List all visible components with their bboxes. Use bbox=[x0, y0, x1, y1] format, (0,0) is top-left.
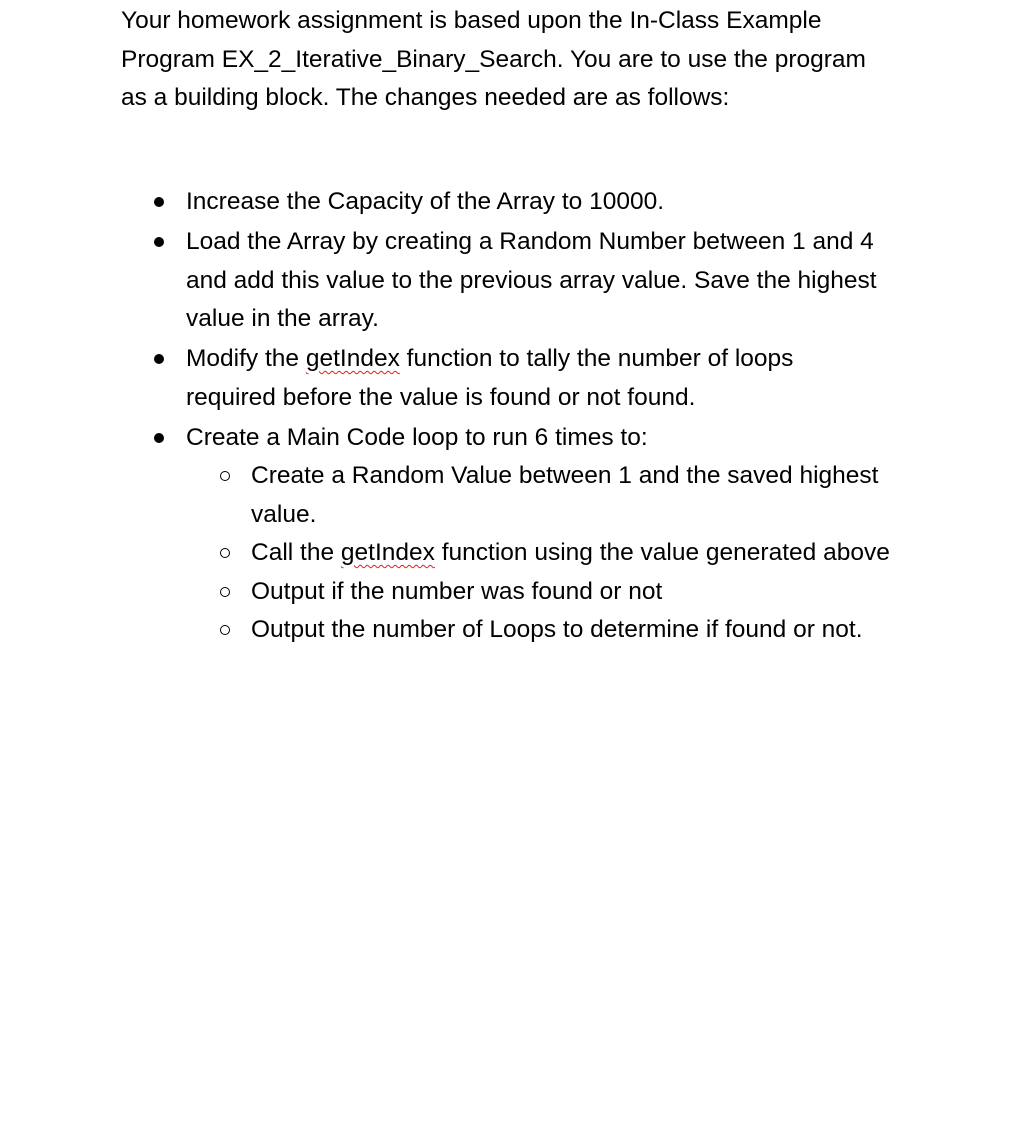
sub-list-item bbox=[186, 457, 1018, 534]
text-line: value. bbox=[251, 500, 317, 528]
text-line: required before the value is found or not found. bbox=[186, 383, 696, 411]
bullet-icon bbox=[154, 237, 164, 247]
text-line: Output the number of Loops to determine if found or not. bbox=[251, 616, 863, 643]
text-segment: function to tally the number of loops bbox=[399, 345, 794, 372]
bullet-icon bbox=[154, 354, 164, 364]
intro-paragraph bbox=[121, 2, 981, 118]
text-line: Create a Main Code loop to run 6 times to: bbox=[186, 423, 648, 451]
sub-list-item-text bbox=[251, 611, 1018, 650]
intro-line: Your homework assignment is based upon the In-Class Example bbox=[121, 7, 822, 34]
list-item bbox=[0, 223, 1018, 339]
sub-list-item bbox=[186, 534, 1018, 573]
text-line: value in the array. bbox=[186, 305, 379, 332]
text-segment: function using the value generated above bbox=[434, 539, 890, 566]
list-item bbox=[0, 340, 1018, 417]
sub-list-item-text bbox=[251, 457, 1018, 534]
text-line: Load the Array by creating a Random Number between 1 and 4 bbox=[186, 228, 874, 255]
sub-list-item bbox=[186, 611, 1018, 650]
hollow-bullet-icon bbox=[220, 471, 230, 481]
list-item-text bbox=[186, 419, 1018, 458]
text-line: Output if the number was found or not bbox=[251, 577, 663, 605]
text-line: and add this value to the previous array value. Save the highest bbox=[186, 266, 877, 294]
intro-line: Program EX_2_Iterative_Binary_Search. You are to use the program bbox=[121, 45, 866, 73]
hollow-bullet-icon bbox=[220, 625, 230, 635]
text-segment: Modify the bbox=[186, 345, 306, 372]
list-item-text bbox=[186, 340, 1018, 417]
list-item-text bbox=[186, 223, 1018, 339]
misspelled-word[interactable]: getIndex bbox=[305, 345, 400, 372]
list-item bbox=[0, 419, 1018, 650]
text-line bbox=[251, 534, 1018, 573]
list-item bbox=[0, 183, 1018, 222]
bullet-icon bbox=[154, 433, 164, 443]
sub-list-item-text bbox=[251, 534, 1018, 573]
sub-list-item-text bbox=[251, 573, 1018, 612]
text-line bbox=[186, 340, 1018, 379]
requirements-list bbox=[0, 183, 1018, 651]
sub-list-item bbox=[186, 573, 1018, 612]
intro-line: as a building block. The changes needed are as follows: bbox=[121, 84, 730, 111]
text-segment: Call the bbox=[251, 539, 341, 566]
text-line: Create a Random Value between 1 and the saved highest bbox=[251, 462, 879, 489]
misspelled-word[interactable]: getIndex bbox=[340, 539, 435, 566]
bullet-icon bbox=[154, 197, 164, 207]
sub-list bbox=[186, 457, 1018, 650]
hollow-bullet-icon bbox=[220, 548, 230, 558]
list-item-text bbox=[186, 183, 1018, 222]
hollow-bullet-icon bbox=[220, 587, 230, 597]
text-line: Increase the Capacity of the Array to 10000. bbox=[186, 188, 665, 215]
